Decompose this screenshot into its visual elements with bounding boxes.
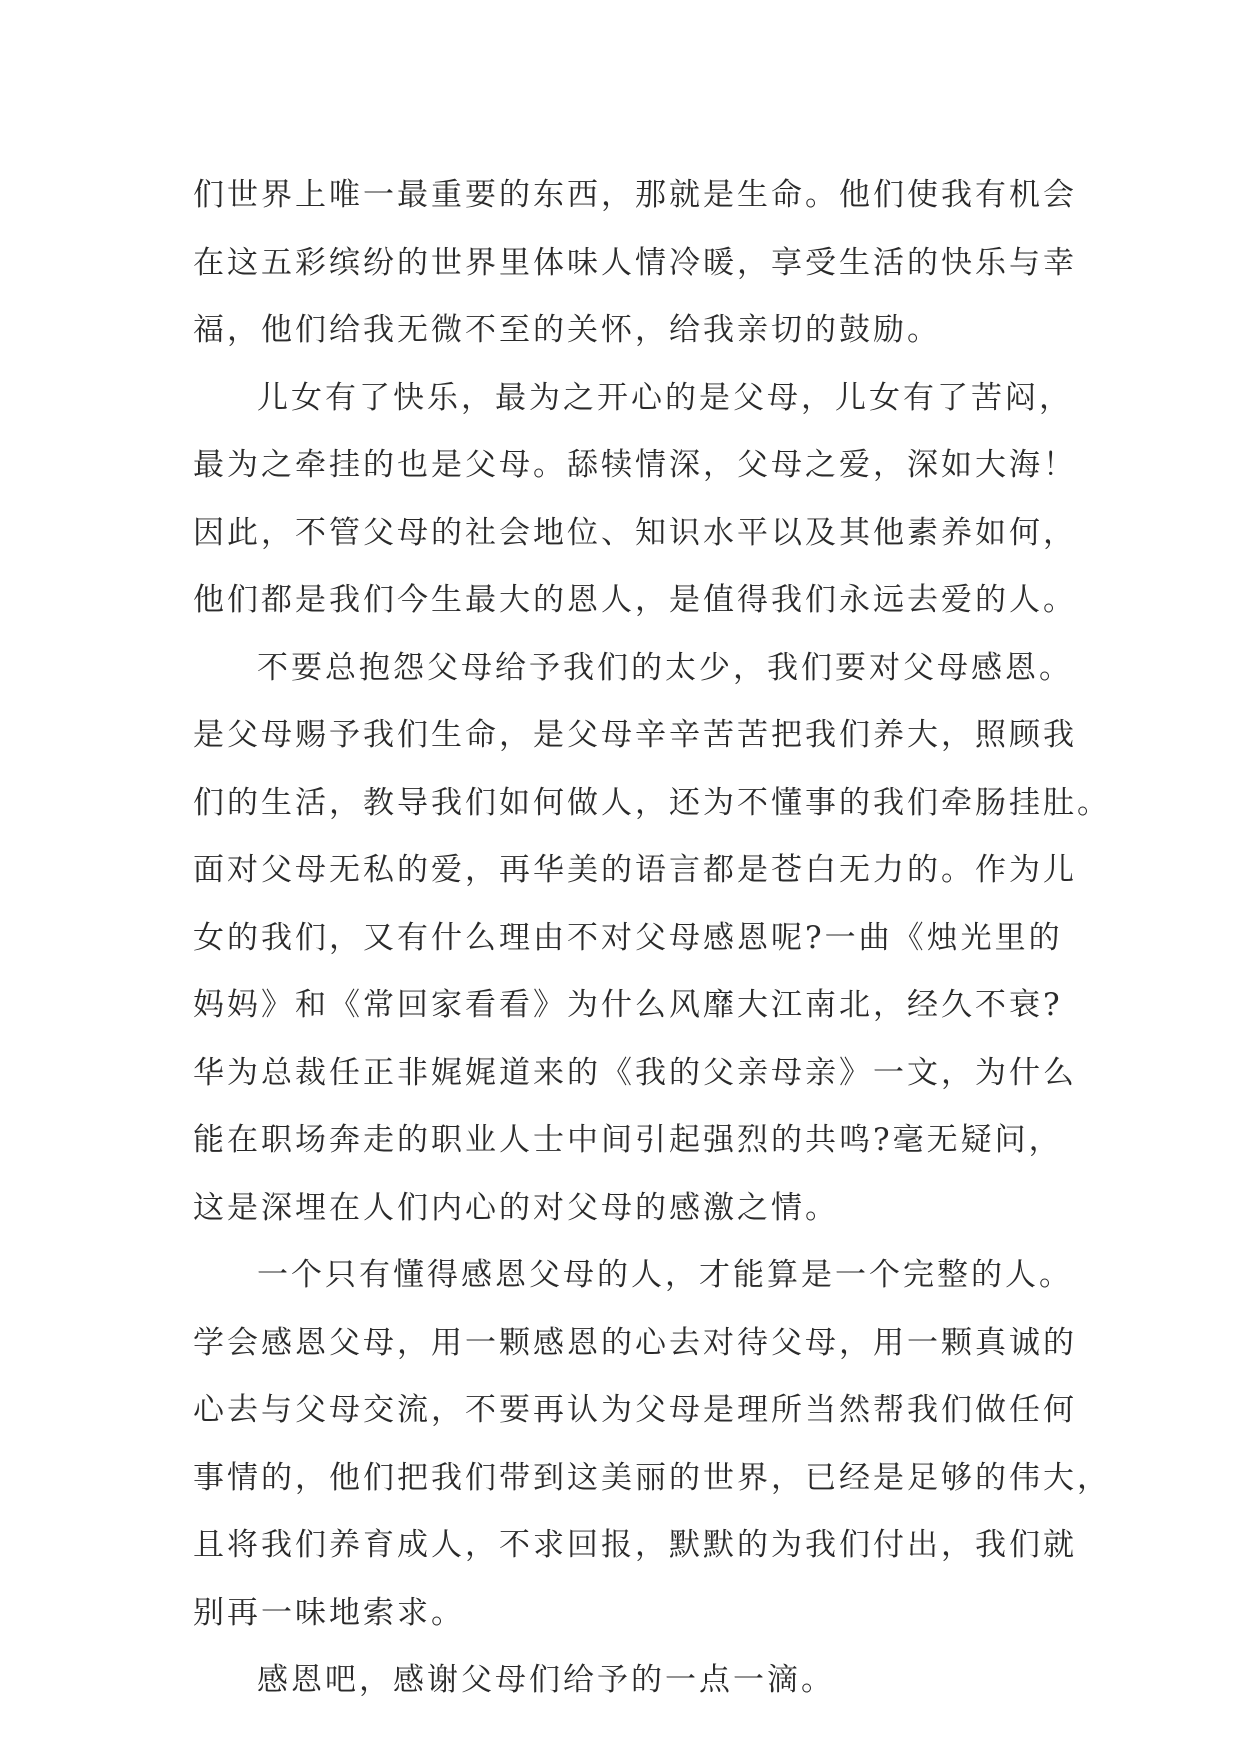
- text-line: 他们都是我们今生最大的恩人，是值得我们永远去爱的人。: [193, 582, 1077, 618]
- text-line: 们的生活，教导我们如何做人，还为不懂事的我们牵肠挂肚。: [193, 784, 1111, 821]
- text-line: 学会感恩父母，用一颗感恩的心去对待父母，用一颗真诚的: [193, 1324, 1077, 1361]
- paragraph: [193, 162, 1077, 365]
- paragraph: [193, 365, 1077, 635]
- text-line: 不要总抱怨父母给予我们的太少，我们要对父母感恩。: [257, 649, 1073, 686]
- text-line: 且将我们养育成人，不求回报，默默的为我们付出，我们就: [193, 1527, 1077, 1563]
- paragraph: [193, 1647, 1073, 1715]
- text-line: 最为之牵挂的也是父母。舔犊情深，父母之爱，深如大海！: [193, 447, 1077, 483]
- text-line: 别再一味地索求。: [193, 1594, 465, 1631]
- text-line: 能在职场奔走的职业人士中间引起强烈的共鸣?毫无疑问，: [193, 1122, 1063, 1158]
- text-line: 因此，不管父母的社会地位、知识水平以及其他素养如何，: [193, 514, 1077, 551]
- text-line: 在这五彩缤纷的世界里体味人情冷暖，享受生活的快乐与幸: [193, 244, 1077, 281]
- text-line: 面对父母无私的爱，再华美的语言都是苍白无力的。作为儿: [193, 852, 1077, 888]
- text-line: 事情的，他们把我们带到这美丽的世界，已经是足够的伟大，: [193, 1459, 1111, 1496]
- text-line: 妈妈》和《常回家看看》为什么风靡大江南北，经久不衰?: [193, 987, 1063, 1023]
- text-line: 福，他们给我无微不至的关怀，给我亲切的鼓励。: [193, 312, 941, 348]
- body-text: [193, 162, 1111, 1715]
- paragraph: [193, 635, 1111, 1243]
- text-line: 感恩吧，感谢父母们给予的一点一滴。: [257, 1662, 835, 1698]
- paragraph: [193, 1242, 1111, 1647]
- text-line: 这是深埋在人们内心的对父母的感激之情。: [193, 1189, 839, 1226]
- text-line: 是父母赐予我们生命，是父母辛辛苦苦把我们养大，照顾我: [193, 717, 1077, 753]
- text-line: 女的我们，又有什么理由不对父母感恩呢?一曲《烛光里的: [193, 919, 1063, 956]
- text-line: 华为总裁任正非娓娓道来的《我的父亲母亲》一文，为什么: [193, 1054, 1077, 1091]
- text-line: 一个只有懂得感恩父母的人，才能算是一个完整的人。: [257, 1257, 1073, 1293]
- text-line: 心去与父母交流，不要再认为父母是理所当然帮我们做任何: [193, 1392, 1077, 1428]
- text-line: 儿女有了快乐，最为之开心的是父母，儿女有了苦闷，: [257, 379, 1073, 416]
- text-line: 们世界上唯一最重要的东西，那就是生命。他们使我有机会: [193, 177, 1077, 213]
